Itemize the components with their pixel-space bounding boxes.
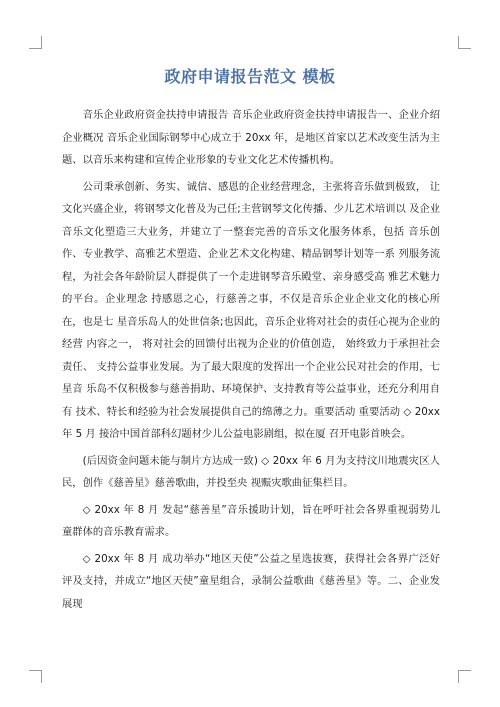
paragraph-2: 公司秉承创新、务实、诚信、感恩的企业经营理念，主张将音乐做到极致， 让文化兴盛企业，将钢琴文化普及为己任;主营钢琴文化传播、少儿艺术培训以 及企业音乐文化塑造三大业务，并建立了一整套完善的音乐文化服务体系，包括 音乐创作、专业教学、高雅艺术塑造、企业艺术文化构建、精品钢琴计划等一系 列服务流程，为社会各年龄阶层人群提供了一个走进钢琴音乐殿堂、亲身感受高 雅艺术魅力的平台。企业理念 持感恩之心，行慈善之事，不仅是音乐企业企业文化的核心所在，也是七 星音乐岛人的处世信条;也因此，音乐企业将对社会的责任心视为企业的经营 内容之一， 将对社会的回馈付出视为企业的价值创造， 始终致力于承担社会责任、 支持公益事业发展。为了最大限度的发挥出一个企业公民对社会的作用，七星音 乐岛不仅积极参与慈善捐助、环境保护、支持教育等公益事业，还充分利用自有 技术、特长和经验为社会发展提供自己的绵薄之力。重要活动 重要活动 ◇ 20xx 年 5 月 接洽中国首部科幻题材少儿公益电影剧组，拟在厦 召开电影首映会。 (62, 180, 440, 440)
paragraph-3: (后因资金问题未能与制片方达成一致) ◇ 20xx 年 6 月为支持汶川地震灾区人民，创作《慈善星》慈善歌曲，并投至央 视赈灾歌曲征集栏目。 (62, 454, 440, 489)
paragraph-4: ◇ 20xx 年 8 月 发起“慈善星”音乐援助计划，旨在呼吁社会各界重视弱势儿 童群体的音乐教育需求。 (62, 503, 440, 538)
crop-mark-top-right (458, 36, 471, 49)
crop-mark-bottom-left (29, 670, 42, 683)
document-body (62, 104, 440, 619)
paragraph-5: ◇ 20xx 年 8 月 成功举办“地区天使”公益之星选拔赛，获得社会各界广泛好 评及支持，并成立“地区天使”童星组合，录制公益歌曲《慈善星》等。二、企业发展现 (62, 552, 440, 610)
document-title: 政府申请报告范文 模板 (164, 67, 336, 86)
paragraph-1: 音乐企业政府资金扶持申请报告 音乐企业政府资金扶持申请报告一、企业介绍企业概况 音乐企业国际钢琴中心成立于 20xx 年，是地区首家以艺术改变生活为主题、以音乐来构建和宣传企业形象的专业文化艺术传播机构。 (62, 109, 440, 166)
crop-mark-top-left (29, 36, 42, 49)
crop-mark-bottom-right (458, 670, 471, 683)
